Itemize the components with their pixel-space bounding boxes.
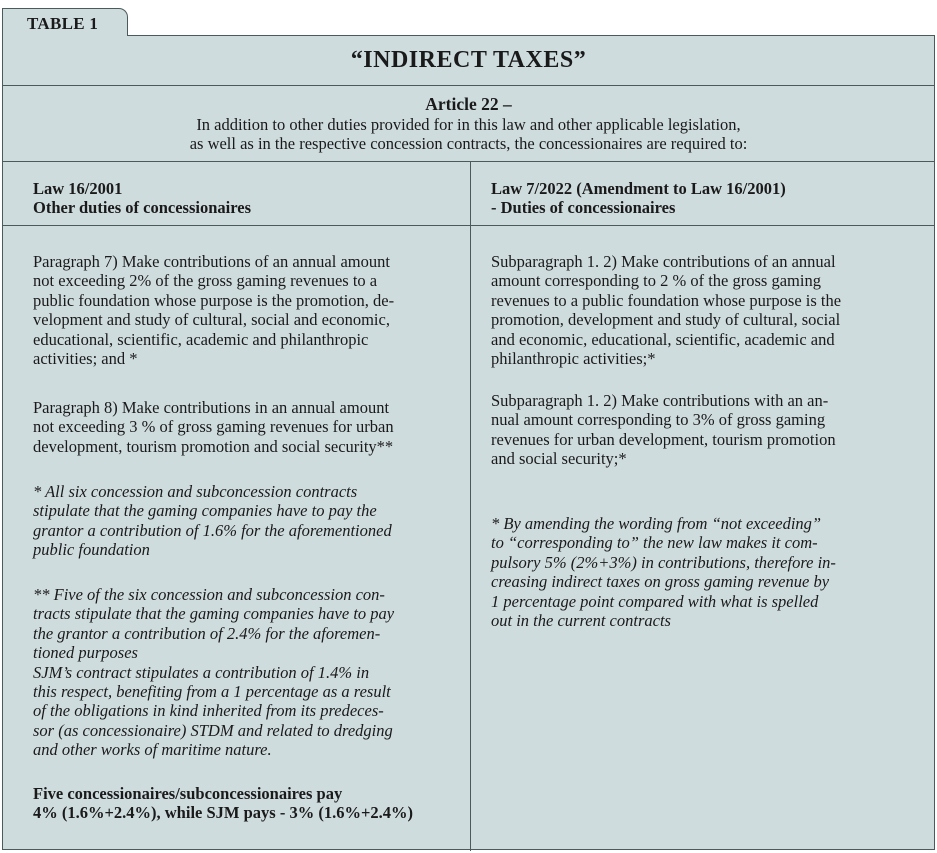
table-frame (2, 35, 935, 850)
footnote-line: the grantor a contribution of 2.4% for the aforemen- (33, 623, 381, 643)
right-column-header-line: Law 7/2022 (Amendment to Law 16/2001) (491, 179, 786, 198)
footnote-line: out in the current contracts (491, 611, 671, 631)
footnote-1 (33, 482, 392, 560)
footnote-line: to “corresponding to” the new law makes it com- (491, 533, 818, 553)
right-column-header (491, 179, 786, 217)
subparagraph-1-2-foundation (491, 252, 841, 368)
paragraph-line: Paragraph 8) Make contributions in an annual amount (33, 398, 390, 417)
paragraph-line: Paragraph 7) Make contributions of an annual amount (33, 252, 390, 271)
footnote-line: sor (as concessionaire) STDM and related to dredging (33, 720, 393, 740)
paragraph-line: educational, scientific, academic and philanthropic (33, 329, 369, 349)
paragraph-line: public foundation whose purpose is the promotion, de- (33, 290, 395, 310)
footnote-line: * By amending the wording from “not exceeding” (491, 514, 822, 533)
footnote-line: grantor a contribution of 1.6% for the aforementioned (33, 520, 392, 540)
paragraph-line: not exceeding 3 % of gross gaming revenues for urban (33, 417, 394, 437)
title-row (3, 36, 934, 86)
article-intro-line: In addition to other duties provided for in this law and other applicable legislation, (196, 115, 741, 134)
article-intro-line: as well as in the respective concession contracts, the concessionaires are required to: (189, 134, 748, 153)
left-column-header (33, 179, 251, 217)
footnote-line: 1 percentage point compared with what is spelled (491, 591, 819, 611)
footnote-line: and other works of maritime nature. (33, 740, 272, 760)
subparagraph-1-2-urban (491, 391, 836, 469)
paragraph-line: not exceeding 2% of the gross gaming revenues to a (33, 271, 378, 291)
paragraph-line: revenues to a public foundation whose purpose is the (491, 290, 842, 310)
amendment-footnote (491, 514, 836, 630)
footnote-line: SJM’s contract stipulates a contribution of 1.4% in (33, 662, 370, 682)
table-number-label: TABLE 1 (27, 14, 99, 33)
paragraph-7 (33, 252, 394, 368)
footnote-line: ** Five of the six concession and subconcession con- (33, 585, 385, 604)
paragraph-line: and social security;* (491, 449, 627, 469)
header-divider (3, 225, 934, 226)
summary-line: Five concessionaires/subconcessionaires pay (33, 784, 343, 803)
paragraph-line: promotion, development and study of cultural, social (491, 310, 841, 330)
article-heading: Article 22 – (425, 94, 512, 114)
footnote-line: tioned purposes (33, 643, 138, 663)
summary-note (33, 784, 413, 823)
right-column-header-line: - Duties of concessionaires (491, 198, 676, 217)
summary-line: 4% (1.6%+2.4%), while SJM pays - 3% (1.6%+2.4%) (33, 803, 413, 823)
left-column-header-line: Other duties of concessionaires (33, 198, 252, 217)
paragraph-line: activities; and * (33, 349, 138, 369)
paragraph-line: revenues for urban development, tourism promotion (491, 429, 836, 449)
left-column-header-line: Law 16/2001 (33, 179, 123, 198)
paragraph-line: and economic, educational, scientific, academic and (491, 329, 835, 349)
footnote-line: * All six concession and subconcession contracts (33, 482, 358, 501)
paragraph-line: velopment and study of cultural, social and economic, (33, 310, 390, 330)
paragraph-line: development, tourism promotion and social security** (33, 436, 394, 456)
paragraph-line: nual amount corresponding to 3% of gross gaming (491, 410, 826, 430)
paragraph-line: philanthropic activities;* (491, 349, 656, 369)
footnote-line: public foundation (33, 540, 150, 560)
article-intro-row (3, 86, 934, 162)
footnote-line: pulsory 5% (2%+3%) in contributions, therefore in- (491, 552, 836, 572)
table-title: “INDIRECT TAXES” (350, 47, 587, 73)
paragraph-line: Subparagraph 1. 2) Make contributions with an an- (491, 391, 829, 410)
column-divider (470, 162, 471, 851)
footnote-line: stipulate that the gaming companies have to pay the (33, 501, 377, 521)
footnote-line: tracts stipulate that the gaming companies have to pay (33, 604, 395, 624)
footnote-2 (33, 585, 394, 760)
paragraph-8 (33, 398, 394, 456)
paragraph-line: Subparagraph 1. 2) Make contributions of an annual (491, 252, 836, 271)
table-tab (2, 8, 128, 36)
footnote-line: of the obligations in kind inherited from its predeces- (33, 701, 384, 721)
paragraph-line: amount corresponding to 2 % of the gross gaming (491, 271, 821, 291)
footnote-line: creasing indirect taxes on gross gaming revenue by (491, 572, 830, 592)
footnote-line: this respect, benefiting from a 1 percentage as a result (33, 682, 391, 702)
